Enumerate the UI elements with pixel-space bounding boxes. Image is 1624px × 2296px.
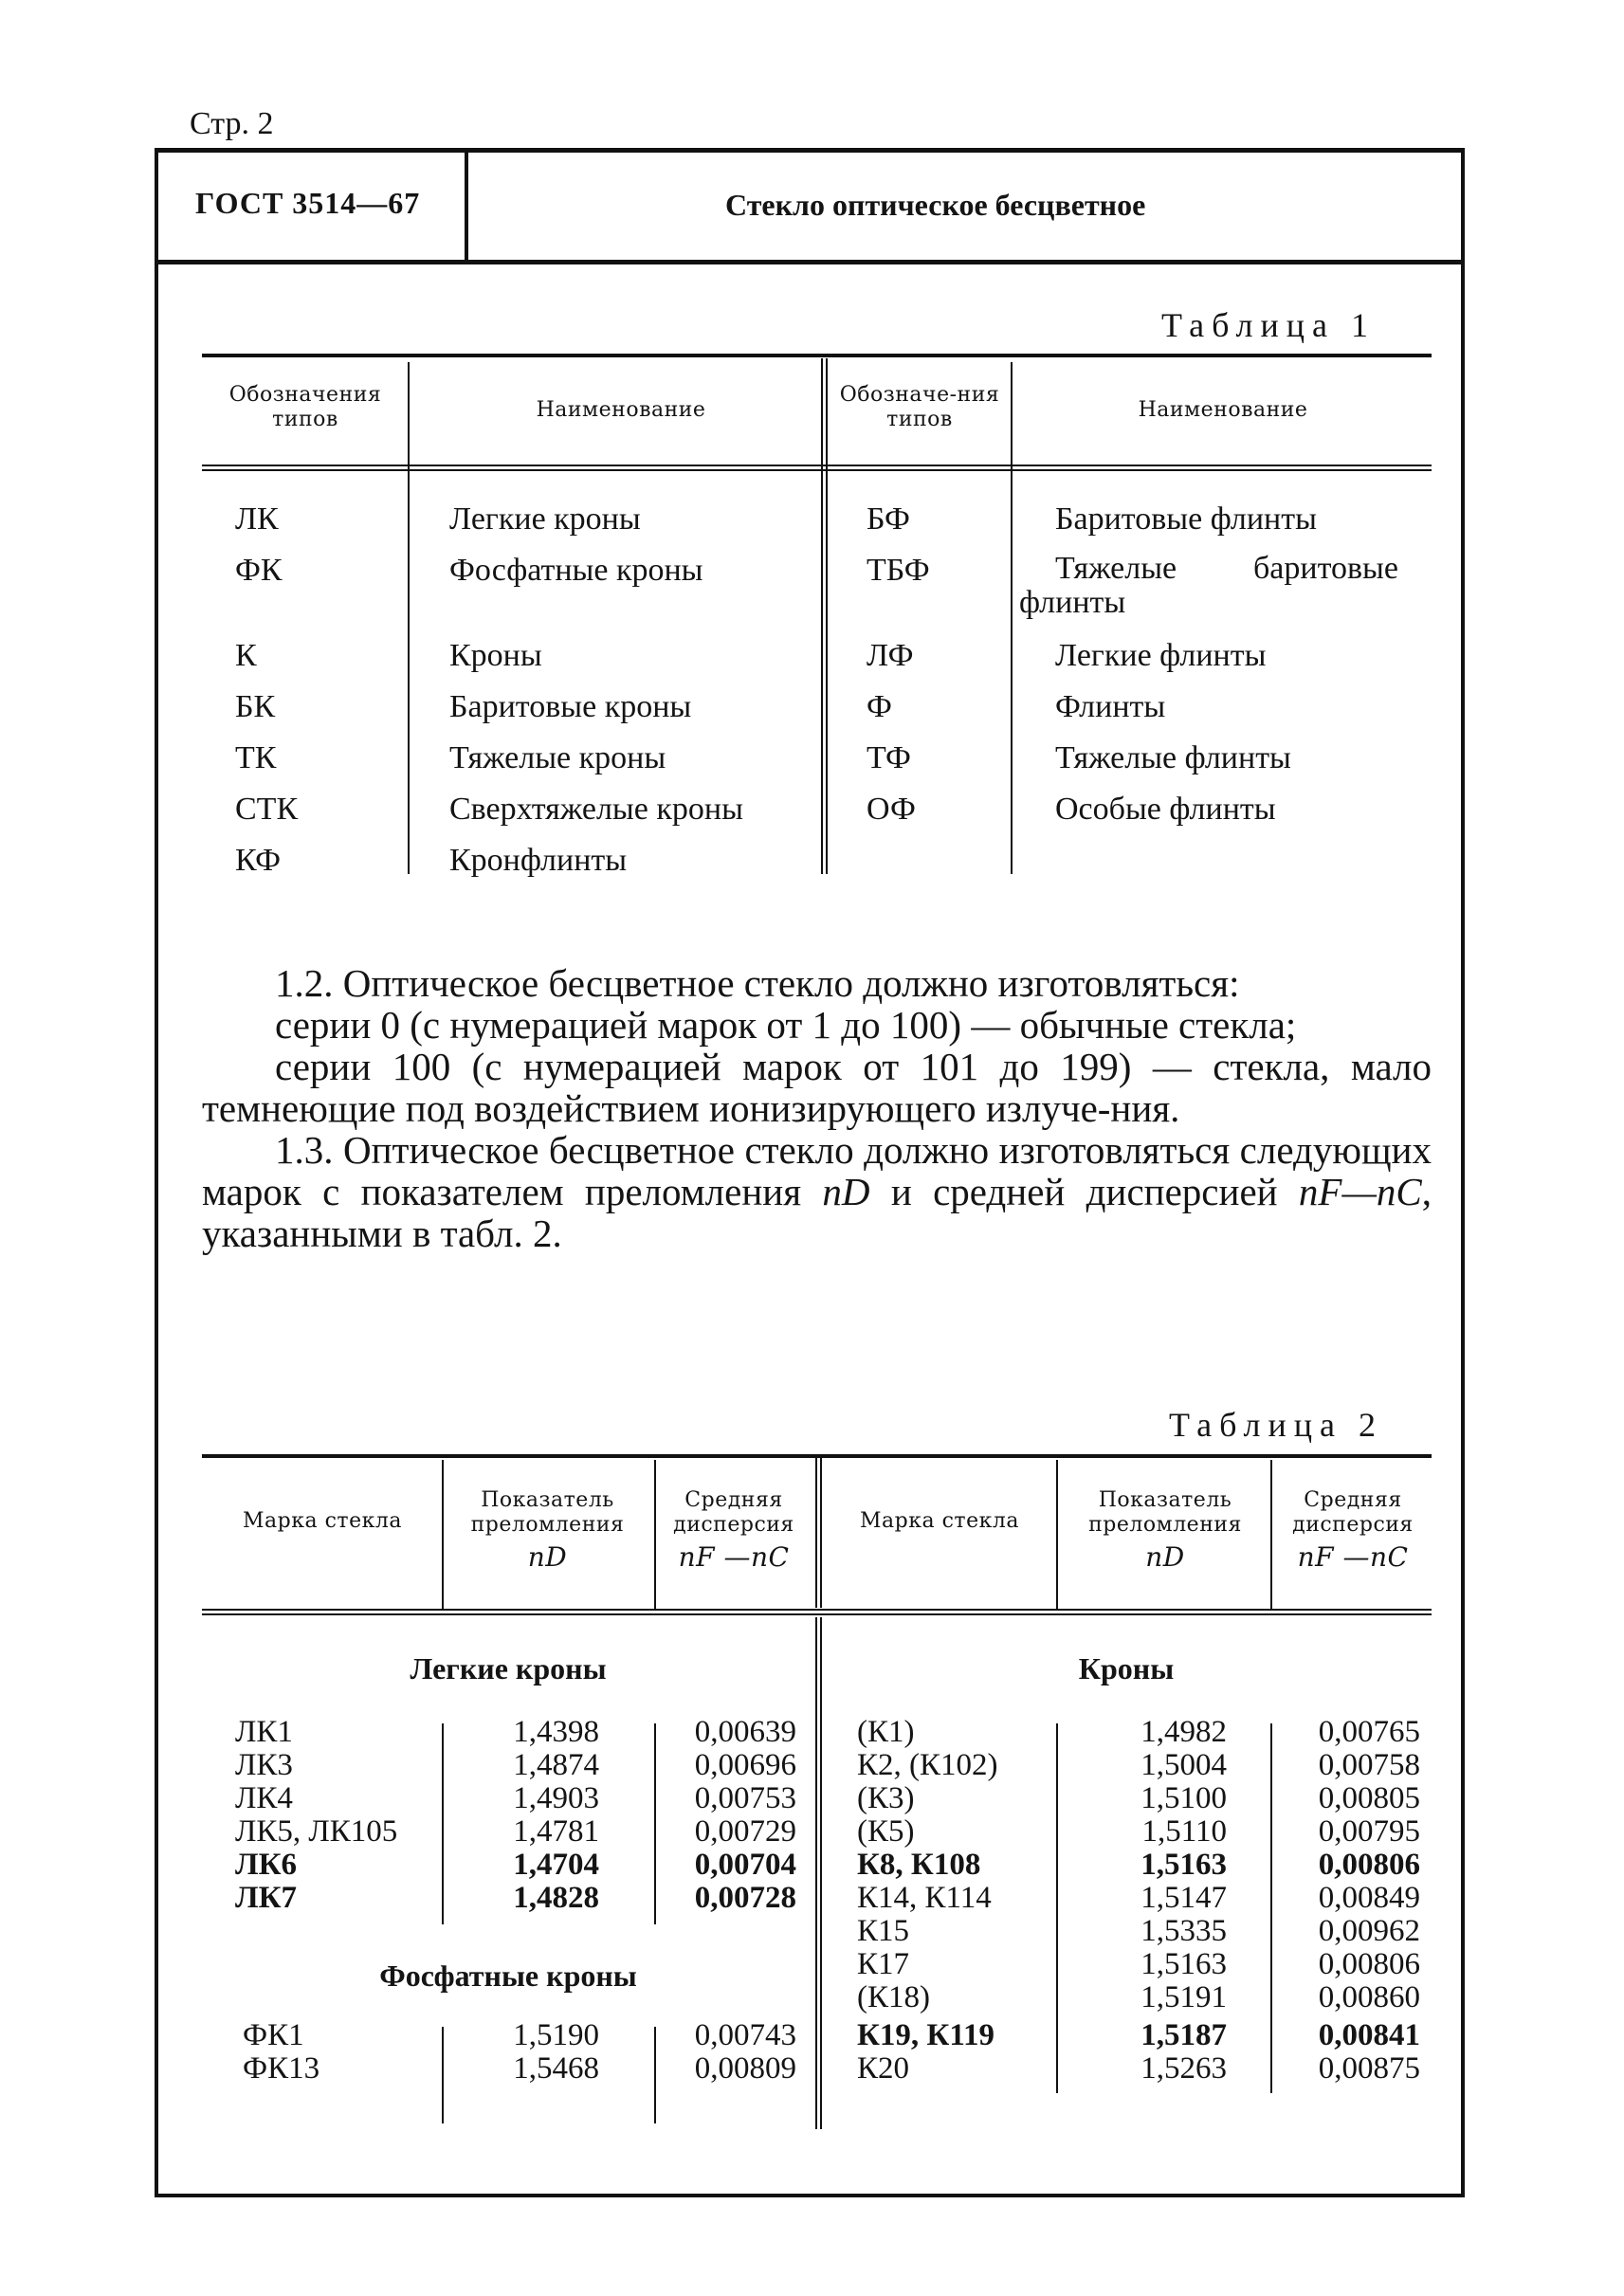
table1-code: ТК: [235, 740, 277, 775]
table2-index: 1,4781: [513, 1814, 599, 1849]
table1-name: Легкие кроны: [449, 501, 641, 537]
table2-dispersion: 0,00841: [1318, 2018, 1420, 2052]
table2-dispersion: 0,00849: [1318, 1881, 1420, 1915]
table2-index: 1,4398: [513, 1715, 599, 1749]
table1-header-name: Наименование: [536, 398, 706, 422]
table2-header-rule: [202, 1609, 1432, 1615]
table2-header-mark: Марка стекла: [243, 1509, 402, 1533]
table2-dispersion: 0,00753: [694, 1781, 796, 1815]
table2-col-rule: [1056, 1723, 1058, 2093]
table2-dispersion: 0,00962: [1318, 1914, 1420, 1948]
paragraph-1-2: 1.2. Оптическое бесцветное стекло должно изготовляться:: [275, 961, 1240, 1005]
standard-title: Стекло оптическое бесцветное: [725, 188, 1146, 222]
table1-header-code: Обозначения типов: [228, 383, 382, 431]
table2-dispersion: 0,00875: [1318, 2051, 1420, 2086]
header-divider: [465, 152, 468, 260]
table2-mid-rule: [815, 1617, 822, 2129]
symbol-nd: nD: [822, 1170, 870, 1213]
table2-mark: К17: [857, 1947, 910, 1981]
table2-header-dispersion-2: Средняя дисперсия: [1292, 1488, 1414, 1537]
table2-header-rule-v: [1270, 1460, 1272, 1609]
standard-number: ГОСТ 3514—67: [195, 186, 421, 220]
table2-header-rule-v: [1056, 1460, 1058, 1609]
table2-index: 1,4903: [513, 1781, 599, 1815]
table2-index: 1,5187: [1140, 2018, 1227, 2052]
table2-mark: К19, К119: [857, 2018, 995, 2052]
table2-index: 1,5190: [513, 2018, 599, 2052]
table1-name: Кронфлинты: [449, 843, 628, 878]
table2-header-index: Показатель преломления: [470, 1488, 625, 1537]
table1-caption: Таблица 1: [1161, 306, 1376, 344]
table2-mark: ЛК7: [235, 1881, 298, 1915]
group-title-phosphate-crowns: Фосфатные кроны: [379, 1959, 637, 1993]
table2-col-rule: [1270, 1723, 1272, 2093]
table1-name: Баритовые кроны: [449, 689, 692, 724]
symbol-nf-nc: nF—nC: [1298, 1170, 1422, 1213]
table1-code: ФК: [235, 553, 283, 588]
header-separator: [155, 260, 1465, 264]
table2-index: 1,5263: [1140, 2051, 1227, 2086]
table2-header-rule-v: [442, 1460, 444, 1609]
table2-mark: К8, К108: [857, 1848, 981, 1882]
table2-header-dispersion: Средняя дисперсия: [673, 1488, 794, 1537]
group-title-light-crowns: Легкие кроны: [410, 1651, 607, 1686]
table2-index: 1,5335: [1140, 1914, 1227, 1948]
table2-mark: ЛК3: [235, 1748, 293, 1782]
table2-header-mark-2: Марка стекла: [860, 1509, 1019, 1533]
table1-name: Тяжелые баритовые флинты: [1019, 551, 1398, 620]
paragraph-series-0: серии 0 (с нумерацией марок от 1 до 100) — обычные стекла;: [275, 1003, 1297, 1047]
table2-col-rule: [654, 2027, 656, 2123]
table1-code: ЛК: [235, 501, 279, 537]
table1-code: КФ: [235, 843, 282, 878]
table2-mark: (К5): [857, 1814, 915, 1849]
table2-index: 1,4828: [513, 1881, 599, 1915]
table2-header-dispersion-symbol: nF —nC: [678, 1541, 790, 1573]
table1-code: ОФ: [867, 792, 916, 827]
table1-name: Легкие флинты: [1055, 638, 1267, 673]
table2-index: 1,4874: [513, 1748, 599, 1782]
table2-mark: К20: [857, 2051, 910, 2086]
table2-dispersion: 0,00805: [1318, 1781, 1420, 1815]
table2-index: 1,5100: [1140, 1781, 1227, 1815]
table1-header-rule: [202, 465, 1432, 471]
paragraph-series-100: серии 100 (с нумерацией марок от 101 до 199) — стекла, мало темнеющие под воздействием ионизирующего излуче-ния.: [202, 1045, 1432, 1130]
table1-col-rule-2: [1011, 362, 1013, 874]
table2-mark: (К1): [857, 1715, 915, 1749]
table2-mark: ЛК1: [235, 1715, 293, 1749]
table2-caption: Таблица 2: [1169, 1406, 1383, 1444]
table2-col-rule: [442, 1723, 444, 1924]
table2-dispersion: 0,00728: [694, 1881, 796, 1915]
table2-header-dispersion-symbol-2: nF —nC: [1297, 1541, 1409, 1573]
table2-mark: ЛК4: [235, 1781, 293, 1815]
table1-code: Ф: [867, 689, 892, 724]
table2-dispersion: 0,00765: [1318, 1715, 1420, 1749]
table2-dispersion: 0,00806: [1318, 1848, 1420, 1882]
table2-index: 1,5147: [1140, 1881, 1227, 1915]
table1-name: Особые флинты: [1055, 792, 1276, 827]
table1-code: ТФ: [867, 740, 911, 775]
table2-index: 1,5004: [1140, 1748, 1227, 1782]
table2-header-mid-rule: [815, 1458, 822, 1608]
table2-mark: (К18): [857, 1980, 930, 2014]
table2-mark: ЛК5, ЛК105: [235, 1814, 398, 1849]
table1-name: Тяжелые кроны: [449, 740, 666, 775]
table2-header-rule-v: [654, 1460, 656, 1609]
table2-col-rule: [654, 1723, 656, 1924]
table2-dispersion: 0,00860: [1318, 1980, 1420, 2014]
table2-index: 1,5191: [1140, 1980, 1227, 2014]
table1-top-rule: [202, 354, 1432, 357]
table2-dispersion: 0,00795: [1318, 1814, 1420, 1849]
table2-col-rule: [442, 2027, 444, 2123]
table1-code: БК: [235, 689, 276, 724]
table2-index: 1,5468: [513, 2051, 599, 2086]
table2-header-index-2: Показатель преломления: [1088, 1488, 1242, 1537]
group-title-crowns: Кроны: [1078, 1651, 1175, 1686]
table2-dispersion: 0,00743: [694, 2018, 796, 2052]
table1-code: К: [235, 638, 257, 673]
table1-name: Баритовые флинты: [1055, 501, 1317, 537]
table2-mark: ФК13: [243, 2051, 320, 2086]
table1-code: СТК: [235, 792, 299, 827]
table1-name: Флинты: [1055, 689, 1166, 724]
table1-mid-rule: [821, 358, 828, 874]
table2-dispersion: 0,00729: [694, 1814, 796, 1849]
page-number: Стр. 2: [190, 106, 274, 141]
body-text: [202, 962, 1432, 1254]
table2-dispersion: 0,00696: [694, 1748, 796, 1782]
table1-col-rule: [408, 362, 410, 874]
table2-dispersion: 0,00639: [694, 1715, 796, 1749]
table2-index: 1,5110: [1141, 1814, 1227, 1849]
table2-mark: К15: [857, 1914, 910, 1948]
table1-name: Кроны: [449, 638, 542, 673]
table2-dispersion: 0,00758: [1318, 1748, 1420, 1782]
paragraph-1-3: 1.3. Оптическое бесцветное стекло должно изготовляться следующих марок с показателем преломления nD и средней дисперсией nF—nC, указанными в табл. 2.: [202, 1128, 1432, 1255]
table1-code: ЛФ: [867, 638, 914, 673]
table2-mark: ФК1: [243, 2018, 304, 2052]
table2-index: 1,4704: [513, 1848, 599, 1882]
table2-header-index-symbol: nD: [527, 1541, 568, 1573]
table2-mark: К14, К114: [857, 1881, 992, 1915]
table1-name: Сверхтяжелые кроны: [449, 792, 743, 827]
table1-header-code-2: Обозначе-ния типов: [839, 383, 1000, 431]
table1-name: Фосфатные кроны: [449, 553, 703, 588]
table2-index: 1,5163: [1140, 1947, 1227, 1981]
table2-header-index-symbol-2: nD: [1145, 1541, 1185, 1573]
table1-code: БФ: [867, 501, 910, 537]
table2-mark: К2, (К102): [857, 1748, 998, 1782]
table2-mark: ЛК6: [235, 1848, 298, 1882]
table2-index: 1,5163: [1140, 1848, 1227, 1882]
table2-mark: (К3): [857, 1781, 915, 1815]
table1-header-name-2: Наименование: [1138, 398, 1308, 422]
table2-dispersion: 0,00704: [694, 1848, 796, 1882]
table2-dispersion: 0,00806: [1318, 1947, 1420, 1981]
table1-name: Тяжелые флинты: [1055, 740, 1291, 775]
table2-dispersion: 0,00809: [694, 2051, 796, 2086]
table1-code: ТБФ: [867, 553, 930, 588]
table2-index: 1,4982: [1140, 1715, 1227, 1749]
